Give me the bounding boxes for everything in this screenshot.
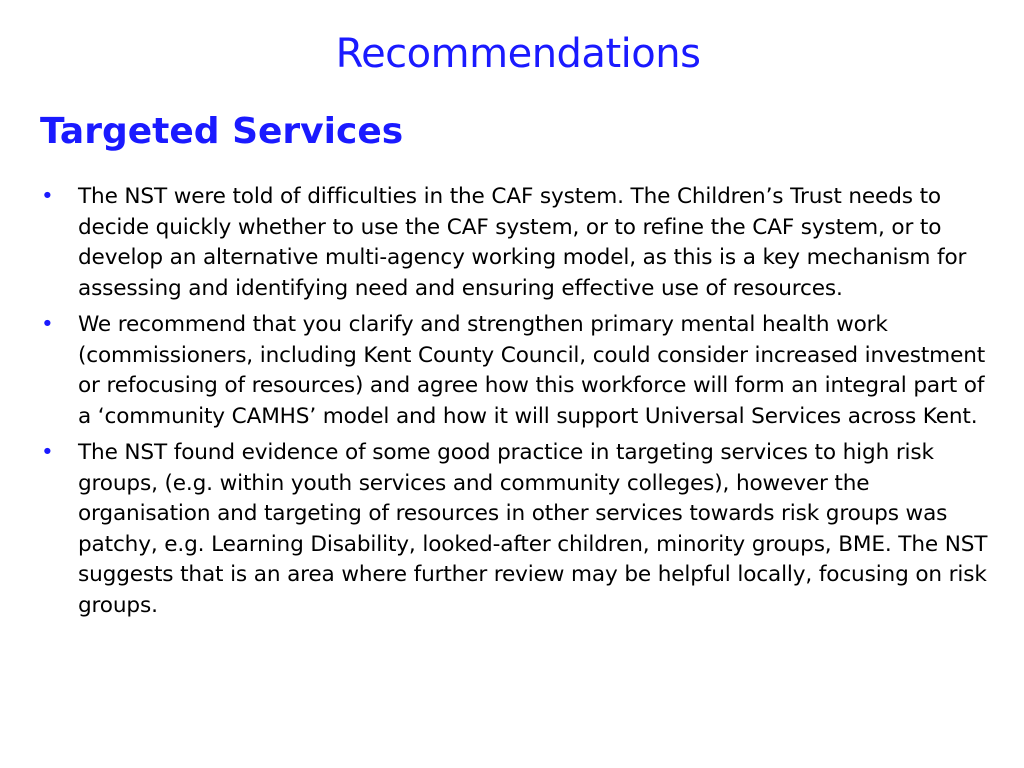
- bullet-item: [40, 310, 990, 432]
- bullet-icon: •: [41, 312, 54, 337]
- bullet-text: The NST were told of difficulties in the CAF system. The Children’s Trust needs to decide quickly whether to use the CAF system, or to refine the CAF system, or to develop an alternative multi-agency working model, as this is a key mechanism for assessing and identifying need and ensuring effective use of resources.: [78, 184, 967, 301]
- bullet-text: We recommend that you clarify and strengthen primary mental health work (commissioners, including Kent County Council, could consider increased investment or refocusing of resources) and agree how this workforce will form an integral part of a ‘community CAMHS’ model and how it will support Universal Services across Kent.: [78, 312, 986, 429]
- slide-title: Recommendations: [335, 31, 701, 77]
- bullet-icon: •: [41, 184, 54, 209]
- bullet-text: The NST found evidence of some good practice in targeting services to high risk groups, (e.g. within youth services and community colleges), however the organisation and targeting of resources in other services towards risk groups was patchy, e.g. Learning Disability, looked-after children, minority groups, BME. The NST suggests that is an area where further review may be helpful locally, focusing on risk groups.: [78, 440, 988, 618]
- bullet-icon: •: [41, 440, 54, 465]
- bullet-list: [40, 182, 990, 627]
- bullet-item: [40, 438, 990, 621]
- bullet-item: [40, 182, 990, 304]
- slide-subtitle: Targeted Services: [40, 111, 404, 152]
